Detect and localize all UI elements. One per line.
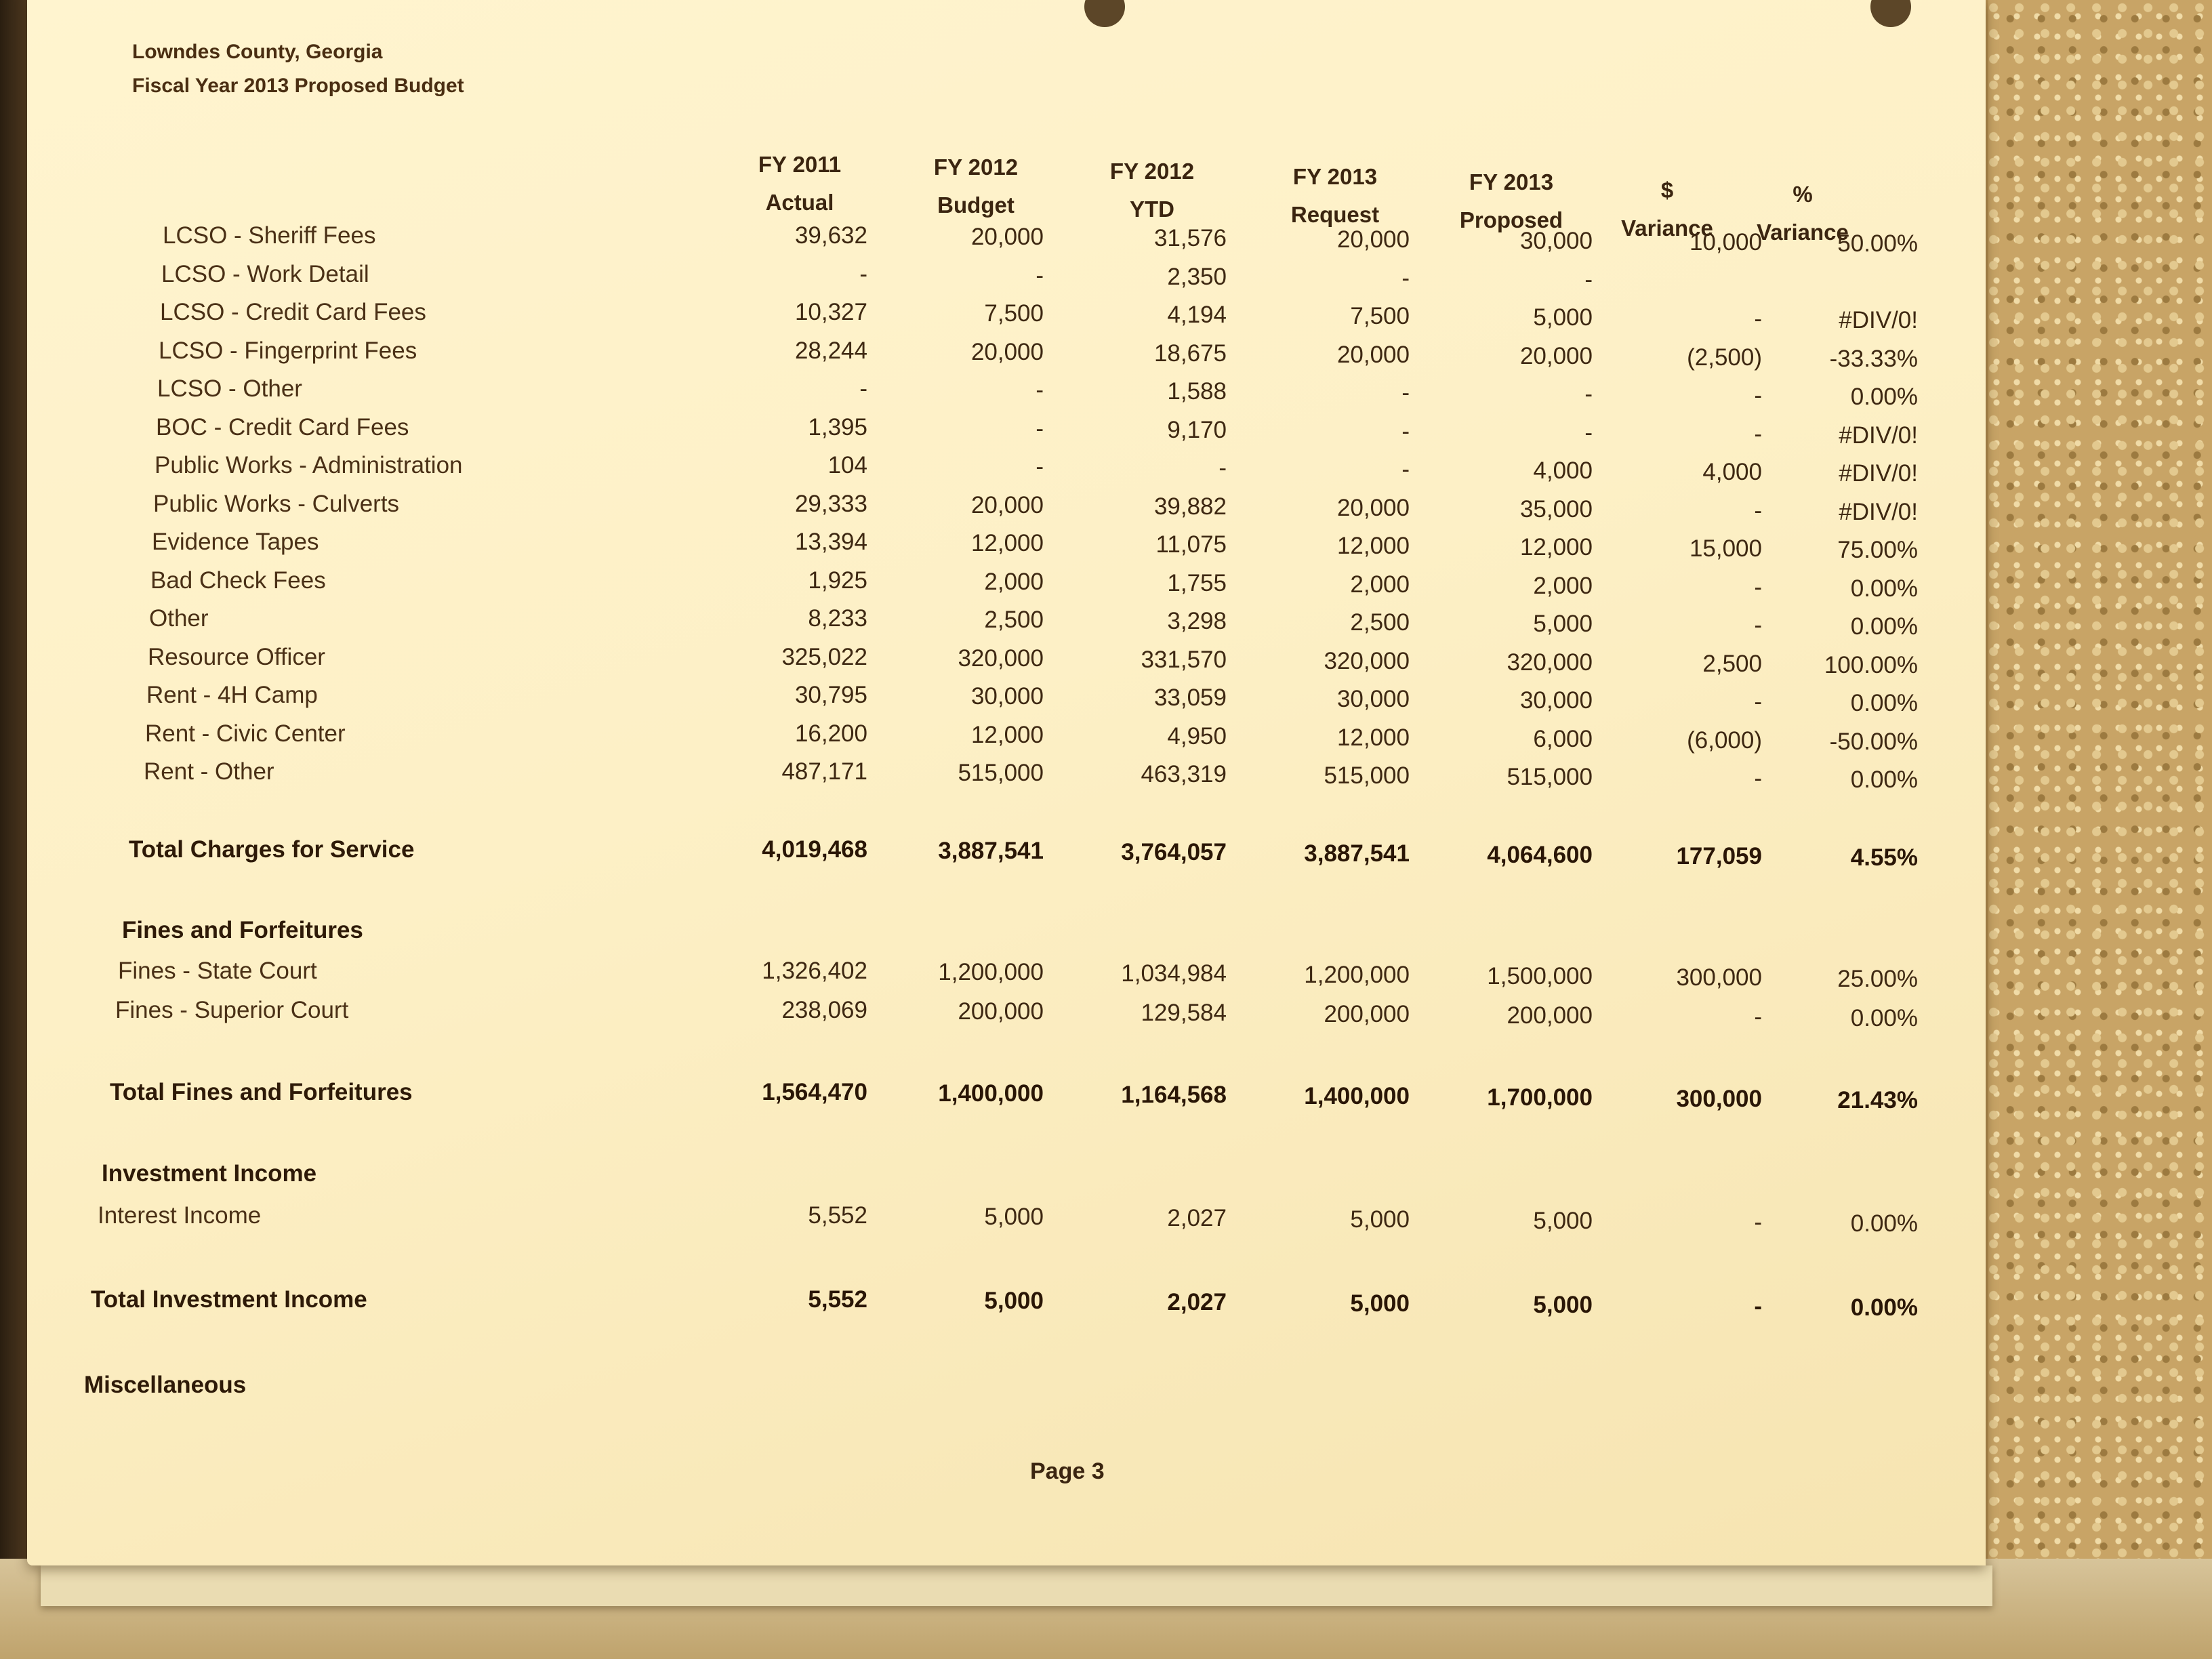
cell-value: -: [1754, 612, 1762, 638]
cell-value: 5,000: [1350, 1206, 1410, 1233]
column-header-line1: %: [1793, 182, 1813, 207]
cell-value: 30,000: [1336, 686, 1410, 712]
cell-value: 3,764,057: [1121, 839, 1227, 865]
cell-value: 4,019,468: [762, 836, 867, 863]
cell-value: 3,887,541: [1304, 840, 1410, 867]
cell-value: 20,000: [1519, 342, 1593, 369]
cell-value: 320,000: [958, 644, 1044, 672]
row-label: Other: [149, 605, 209, 632]
cell-value: -: [1036, 377, 1044, 403]
cell-value: 1,200,000: [938, 959, 1044, 985]
cell-value: 1,395: [808, 413, 867, 441]
row-label: LCSO - Work Detail: [161, 260, 369, 287]
row-label: Bad Check Fees: [150, 567, 326, 594]
cell-value: 1,500,000: [1487, 963, 1593, 989]
cell-value: 4,000: [1533, 457, 1593, 484]
column-header-line1: FY 2012: [933, 155, 1019, 180]
cell-value: 2,350: [1167, 263, 1227, 290]
cell-value: 177,059: [1676, 843, 1762, 869]
cell-value: 5,000: [1533, 1292, 1593, 1318]
row-label: Fines - Superior Court: [115, 997, 349, 1023]
cell-value: 5,000: [984, 1288, 1044, 1314]
cell-value: -: [1584, 266, 1593, 293]
cell-value: 15,000: [1689, 535, 1762, 562]
cell-value: -: [1754, 765, 1762, 792]
row-label: Resource Officer: [148, 643, 325, 670]
doc-title: Fiscal Year 2013 Proposed Budget: [132, 75, 464, 97]
cell-value: -: [1584, 419, 1593, 446]
binder-hole: [1870, 0, 1911, 27]
cell-value: -33.33%: [1829, 345, 1918, 372]
section-heading: Miscellaneous: [84, 1372, 247, 1398]
cell-value: -: [1754, 382, 1762, 409]
cell-value: 33,059: [1153, 684, 1227, 711]
cell-value: 16,200: [794, 720, 867, 747]
cell-value: #DIV/0!: [1839, 422, 1918, 449]
cell-value: 1,034,984: [1121, 960, 1227, 987]
cell-value: 20,000: [970, 224, 1044, 250]
cell-value: 104: [827, 452, 867, 478]
row-label: Rent - 4H Camp: [146, 682, 318, 708]
cell-value: 12,000: [970, 721, 1044, 748]
cell-value: 320,000: [1507, 649, 1593, 676]
table-row: [27, 375, 1925, 413]
cell-value: -: [1401, 264, 1410, 291]
cell-value: -: [859, 375, 867, 402]
total-row: [27, 836, 1925, 874]
row-label: BOC - Credit Card Fees: [156, 413, 409, 441]
column-header-line1: $: [1660, 178, 1674, 203]
table-row: [27, 337, 1925, 375]
cell-value: 0.00%: [1850, 1210, 1918, 1237]
cell-value: 300,000: [1676, 964, 1762, 991]
cell-value: 1,700,000: [1487, 1084, 1593, 1111]
cell-value: 1,326,402: [762, 958, 867, 984]
table-row: [27, 222, 1925, 260]
budget-page: [27, 0, 1986, 1565]
cell-value: 1,400,000: [1304, 1083, 1410, 1109]
row-label: Total Fines and Forfeitures: [110, 1079, 413, 1105]
row-label: LCSO - Other: [157, 375, 302, 402]
cell-value: 320,000: [1324, 647, 1410, 674]
cell-value: 515,000: [1507, 764, 1593, 790]
row-label: Interest Income: [98, 1202, 262, 1229]
column-header-line1: FY 2011: [758, 152, 842, 177]
cell-value: 300,000: [1676, 1086, 1762, 1112]
cell-value: 463,319: [1141, 761, 1227, 787]
row-label: Rent - Other: [144, 758, 274, 785]
cell-value: 11,075: [1155, 531, 1227, 558]
table-row: [27, 529, 1925, 567]
cell-value: 5,000: [1533, 1208, 1593, 1234]
cell-value: -: [1754, 1293, 1762, 1319]
section-heading: Investment Income: [102, 1160, 317, 1187]
column-header-line2: Budget: [937, 192, 1015, 218]
cell-value: -: [1584, 381, 1593, 407]
cell-value: 2,027: [1167, 1205, 1227, 1231]
table-row: [27, 491, 1925, 529]
cell-value: 4,194: [1167, 302, 1227, 328]
row-label: Fines - State Court: [118, 958, 317, 984]
sheet-underneath: [41, 1565, 1992, 1606]
table-row: [27, 605, 1925, 643]
cell-value: 8,233: [808, 605, 867, 632]
table-row: [27, 567, 1925, 605]
cell-value: 18,675: [1153, 340, 1227, 367]
column-header: [715, 146, 884, 227]
cell-value: -: [1401, 417, 1410, 445]
cell-value: 25.00%: [1837, 966, 1918, 992]
row-label: Total Charges for Service: [129, 836, 415, 863]
cell-value: 35,000: [1519, 495, 1593, 523]
cell-value: 1,588: [1167, 378, 1227, 405]
cell-value: 12,000: [1336, 533, 1410, 559]
cell-value: 10,000: [1689, 229, 1762, 255]
cell-value: 325,022: [781, 643, 867, 670]
cell-value: -: [1754, 497, 1762, 524]
cell-value: 2,500: [984, 607, 1044, 633]
cell-value: 1,200,000: [1304, 962, 1410, 988]
cell-value: 1,755: [1167, 569, 1227, 596]
row-label: Evidence Tapes: [152, 529, 319, 555]
cell-value: -: [1754, 306, 1762, 332]
cell-value: 9,170: [1167, 416, 1227, 443]
cell-value: (6,000): [1687, 726, 1762, 754]
cell-value: 7,500: [1350, 303, 1410, 329]
cell-value: 10,327: [794, 299, 867, 325]
cell-value: -: [1754, 689, 1762, 715]
document-header: [132, 35, 464, 103]
cell-value: -: [1401, 380, 1410, 406]
cell-value: 2,500: [1350, 609, 1410, 636]
cell-value: -50.00%: [1829, 728, 1918, 755]
cell-value: 21.43%: [1837, 1087, 1918, 1113]
cell-value: #DIV/0!: [1839, 307, 1918, 333]
column-header: [1067, 152, 1237, 234]
column-header-line2: Proposed: [1459, 207, 1563, 232]
cell-value: 200,000: [1324, 1001, 1410, 1027]
cell-value: 200,000: [958, 998, 1044, 1025]
table-row: [27, 261, 1925, 299]
table-row: [27, 299, 1925, 337]
table-row: [27, 452, 1925, 490]
cell-value: 0.00%: [1850, 690, 1918, 716]
table-row: [27, 758, 1925, 796]
cell-value: -: [1036, 453, 1044, 480]
cell-value: 30,000: [1519, 228, 1593, 254]
cell-value: -: [1218, 455, 1227, 481]
cell-value: 100.00%: [1824, 651, 1918, 678]
cell-value: 4.55%: [1850, 844, 1918, 871]
row-label: Public Works - Administration: [155, 452, 463, 478]
column-header-line1: FY 2013: [1469, 169, 1554, 194]
cell-value: 4,064,600: [1487, 842, 1593, 868]
cell-value: 5,000: [984, 1204, 1044, 1230]
cell-value: 30,000: [970, 683, 1044, 710]
cell-value: 39,632: [794, 222, 867, 249]
row-label: LCSO - Fingerprint Fees: [159, 337, 417, 364]
column-header-line2: YTD: [1130, 197, 1174, 222]
cell-value: 0.00%: [1850, 766, 1918, 793]
table-row: [27, 414, 1925, 452]
cell-value: 0.00%: [1850, 384, 1918, 410]
cell-value: 0.00%: [1850, 1294, 1918, 1321]
cell-value: 200,000: [1507, 1002, 1593, 1029]
cell-value: 30,795: [794, 682, 867, 708]
cell-value: 29,333: [794, 490, 867, 517]
table-row: [27, 1202, 1925, 1240]
cell-value: #DIV/0!: [1839, 498, 1918, 525]
column-header-line2: Variance: [1757, 220, 1849, 245]
cell-value: 2,000: [1350, 571, 1410, 598]
cell-value: 5,000: [1533, 304, 1593, 331]
cell-value: 0.00%: [1850, 1005, 1918, 1031]
cell-value: -: [1401, 456, 1410, 483]
cell-value: 1,564,470: [762, 1079, 867, 1105]
cell-value: 20,000: [970, 338, 1044, 365]
cell-value: 20,000: [970, 491, 1044, 518]
cell-value: 75.00%: [1837, 537, 1918, 563]
cell-value: 0.00%: [1850, 575, 1918, 602]
cell-value: 30,000: [1519, 687, 1593, 714]
table-row: [27, 958, 1925, 996]
cell-value: -: [1754, 1209, 1762, 1235]
cell-value: 1,164,568: [1121, 1082, 1227, 1108]
column-header-line2: Variance: [1621, 216, 1713, 241]
cell-value: -: [1036, 415, 1044, 442]
cell-value: 515,000: [1324, 762, 1410, 789]
cell-value: 5,000: [1533, 611, 1593, 637]
row-label: Public Works - Culverts: [153, 490, 400, 517]
row-label: Rent - Civic Center: [145, 720, 346, 747]
page-number: Page 3: [1030, 1458, 1105, 1484]
cell-value: 28,244: [794, 337, 867, 364]
cell-value: 1,400,000: [938, 1080, 1044, 1107]
cell-value: 39,882: [1153, 493, 1227, 520]
cell-value: 20,000: [1336, 226, 1410, 253]
binder-hole: [1084, 0, 1125, 27]
cell-value: 6,000: [1533, 725, 1593, 752]
cell-value: 4,950: [1167, 722, 1227, 750]
cell-value: 20,000: [1336, 494, 1410, 521]
cell-value: -: [1754, 420, 1762, 447]
cell-value: 5,552: [808, 1286, 867, 1313]
column-header-line2: Actual: [765, 190, 834, 215]
section-heading: Fines and Forfeitures: [122, 917, 363, 943]
cell-value: 3,887,541: [938, 838, 1044, 864]
cell-value: 129,584: [1141, 1000, 1227, 1026]
cell-value: 4,000: [1702, 459, 1762, 485]
column-header: [891, 148, 1061, 230]
cell-value: 5,552: [808, 1202, 867, 1229]
cell-value: 2,500: [1702, 650, 1762, 677]
table-row: [27, 682, 1925, 720]
cell-value: 12,000: [1519, 534, 1593, 560]
table-row: [27, 720, 1925, 758]
org-name: Lowndes County, Georgia: [132, 41, 383, 63]
total-row: [27, 1079, 1925, 1117]
cell-value: 20,000: [1336, 341, 1410, 368]
granite-countertop: [1988, 0, 2212, 1659]
cell-value: 31,576: [1153, 225, 1227, 251]
cell-value: 2,000: [1533, 572, 1593, 599]
cell-value: 331,570: [1141, 646, 1227, 673]
cell-value: -: [1754, 1004, 1762, 1030]
cell-value: 50.00%: [1837, 230, 1918, 257]
cell-value: 2,027: [1167, 1289, 1227, 1315]
row-label: LCSO - Sheriff Fees: [163, 222, 376, 249]
cell-value: 7,500: [984, 300, 1044, 327]
cell-value: 3,298: [1167, 608, 1227, 634]
cell-value: -: [1036, 262, 1044, 289]
cell-value: #DIV/0!: [1839, 460, 1918, 487]
row-label: LCSO - Credit Card Fees: [160, 299, 426, 325]
cell-value: 13,394: [794, 529, 867, 555]
column-header-line2: Request: [1290, 202, 1380, 227]
cell-value: 238,069: [781, 997, 867, 1023]
cell-value: -: [859, 260, 867, 287]
cell-value: 515,000: [958, 760, 1044, 786]
cell-value: 12,000: [970, 530, 1044, 556]
total-row: [27, 1286, 1925, 1324]
cell-value: 12,000: [1336, 724, 1410, 751]
cell-value: 487,171: [781, 758, 867, 785]
column-header-line1: FY 2013: [1292, 164, 1378, 189]
cell-value: -: [1754, 573, 1762, 600]
row-label: Total Investment Income: [91, 1286, 367, 1313]
table-row: [27, 644, 1925, 682]
column-header-line1: FY 2012: [1109, 159, 1195, 184]
cell-value: 0.00%: [1850, 613, 1918, 640]
cell-value: (2,500): [1687, 344, 1762, 371]
cell-value: 2,000: [984, 568, 1044, 595]
cell-value: 1,925: [808, 567, 867, 594]
table-row: [27, 997, 1925, 1035]
cell-value: 5,000: [1350, 1290, 1410, 1317]
